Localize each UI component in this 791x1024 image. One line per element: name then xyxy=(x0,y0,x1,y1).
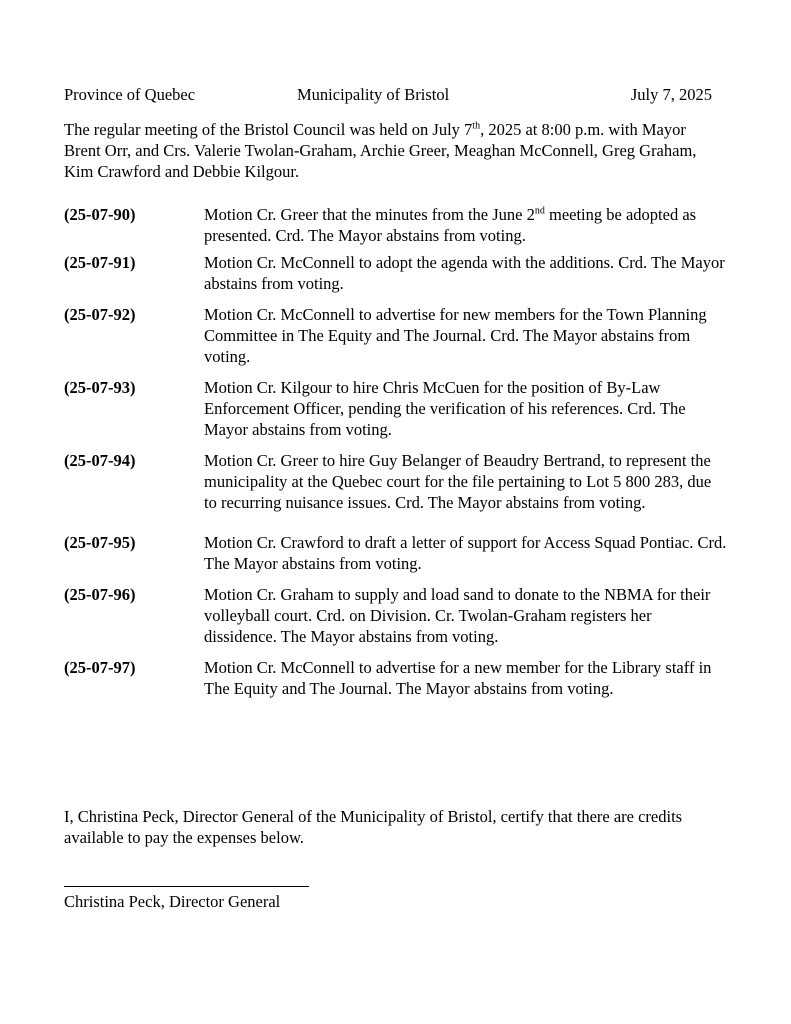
signature-line xyxy=(64,886,309,887)
motion-text: Motion Cr. McConnell to adopt the agenda with the additions. Crd. The Mayor abstains from voting. xyxy=(204,253,725,293)
motion-text: Motion Cr. McConnell to advertise for new members for the Town Planning Committee in The Equity and The Journal. Crd. The Mayor abstains from voting. xyxy=(204,305,707,366)
intro-text-end: , 2025 at 8:00 p.m. with Mayor Brent Orr, and Crs. Valerie Twolan-Graham, Archie Greer, Meaghan McConnell, Greg Graham, Kim Crawford and Debbie Kilgour. xyxy=(64,120,697,181)
motion-item xyxy=(64,377,728,440)
motion-text xyxy=(204,204,728,246)
motion-number: (25-07-91) xyxy=(64,253,136,272)
motion-item xyxy=(64,304,728,367)
motion-number: (25-07-90) xyxy=(64,205,136,224)
motion-item xyxy=(64,657,728,699)
intro-text-start: The regular meeting of the Bristol Council was held on July 7 xyxy=(64,120,473,139)
motion-number: (25-07-97) xyxy=(64,658,136,677)
header-municipality: Municipality of Bristol xyxy=(297,85,450,104)
intro-ordinal-suffix: th xyxy=(472,120,481,132)
intro-paragraph xyxy=(64,119,724,182)
motion-item xyxy=(64,584,728,647)
header-date: July 7, 2025 xyxy=(630,85,712,104)
motion-text: Motion Cr. Kilgour to hire Chris McCuen for the position of By-Law Enforcement Officer, pending the verification of his references. Crd. The Mayor abstains from voting. xyxy=(204,378,686,439)
motion-ordinal-suffix: nd xyxy=(534,205,545,217)
motion-number: (25-07-93) xyxy=(64,378,136,397)
motion-text-start: Motion Cr. Greer that the minutes from the June 2 xyxy=(204,205,535,224)
motion-text: Motion Cr. McConnell to advertise for a new member for the Library staff in The Equity and The Journal. The Mayor abstains from voting. xyxy=(204,658,712,698)
motions-list xyxy=(64,204,728,699)
document-header xyxy=(64,84,712,106)
motion-number: (25-07-92) xyxy=(64,305,136,324)
motion-number: (25-07-95) xyxy=(64,533,136,552)
motion-item xyxy=(64,252,728,294)
motion-item xyxy=(64,450,728,513)
motion-item xyxy=(64,532,728,574)
motion-number: (25-07-94) xyxy=(64,451,136,470)
certification-paragraph: I, Christina Peck, Director General of the Municipality of Bristol, certify that there are credits available to pay the expenses below. xyxy=(64,807,683,847)
motion-text: Motion Cr. Greer to hire Guy Belanger of Beaudry Bertrand, to represent the municipality at the Quebec court for the file pertaining to Lot 5 800 283, due to recurring nuisance issues. Crd. The Mayor abstains from voting. xyxy=(204,451,712,512)
motion-text: Motion Cr. Crawford to draft a letter of support for Access Squad Pontiac. Crd. The Mayor abstains from voting. xyxy=(204,533,727,573)
motion-number: (25-07-96) xyxy=(64,585,136,604)
motion-text: Motion Cr. Graham to supply and load sand to donate to the NBMA for their volleyball court. Crd. on Division. Cr. Twolan-Graham registers her dissidence. The Mayor abstains from voting. xyxy=(204,585,711,646)
header-province: Province of Quebec xyxy=(64,85,196,104)
motion-text-end: meeting be adopted as presented. Crd. The Mayor abstains from voting. xyxy=(204,205,697,245)
motion-item xyxy=(64,204,728,246)
signature-name: Christina Peck, Director General xyxy=(64,892,281,911)
